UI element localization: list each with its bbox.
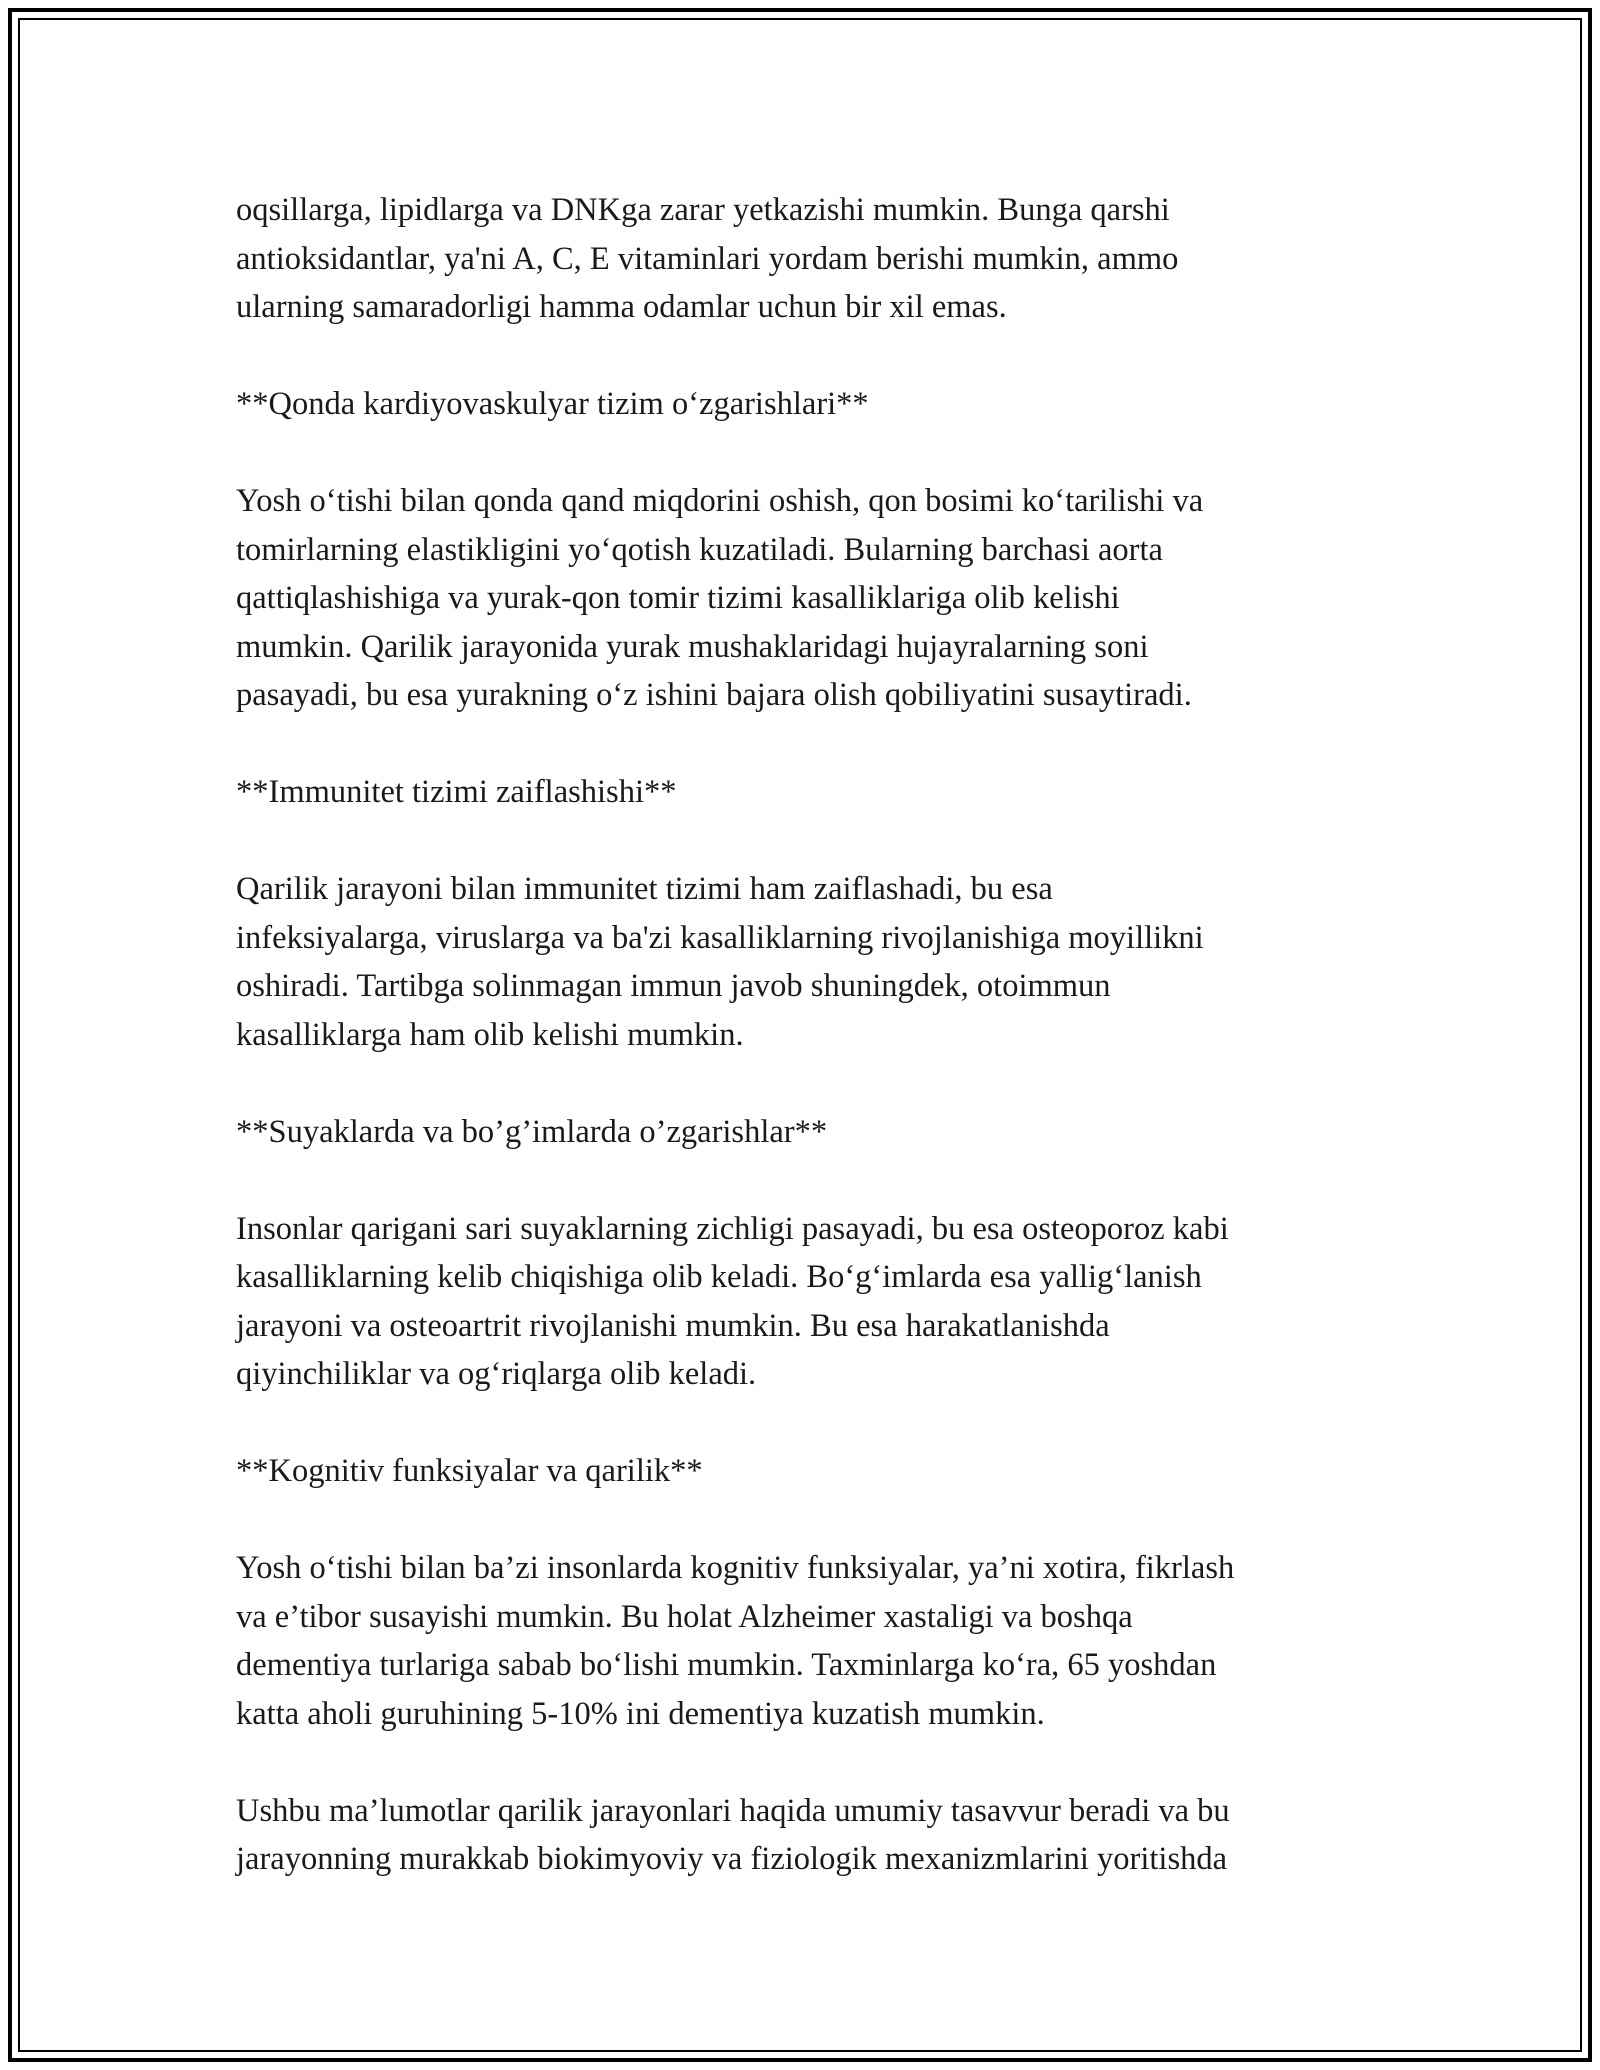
heading-bones-joints: **Suyaklarda va bo’g’imlarda o’zgarishlar** [236,1113,828,1150]
paragraph-summary: Ushbu ma’lumotlar qarilik jarayonlari haqida umumiy tasavvur beradi va bu jarayonning murakkab biokimyoviy va fiziologik mexanizmlarini yoritishda [236,1792,1230,1877]
paragraph-immunity: Qarilik jarayoni bilan immunitet tizimi ham zaiflashadi, bu esa infeksiyalarga, viruslarga va ba'zi kasalliklarning rivojlanishiga moyillikni oshiradi. Tartibga solinmagan immun javob shuningdek, otoimmun kasalliklarga ham olib kelishi mumkin. [236,871,1204,1053]
paragraph-cognitive: Yosh o‘tishi bilan ba’zi insonlarda kognitiv funksiyalar, ya’ni xotira, fikrlash va e’tibor susayishi mumkin. Bu holat Alzheimer xastaligi va boshqa dementiya turlariga sabab bo‘lishi mumkin. Taxminlarga ko‘ra, 65 yoshdan katta aholi guruhining 5-10% ini dementiya kuzatish mumkin. [236,1550,1235,1732]
heading-cardiovascular: **Qonda kardiyovaskulyar tizim o‘zgarishlari** [236,386,869,422]
heading-immunity: **Immunitet tizimi zaiflashishi** [236,774,677,810]
heading-cognitive: **Kognitiv funksiyalar va qarilik** [236,1453,703,1489]
paragraph-antioxidants: oqsillarga, lipidlarga va DNKga zarar yetkazishi mumkin. Bunga qarshi antioksidantlar, ya'ni A, C, E vitaminlari yordam berishi mumkin, ammo ularning samaradorligi hamma odamlar uchun bir xil emas. [236,192,1179,325]
document-body [236,186,1386,1884]
paragraph-cardiovascular: Yosh o‘tishi bilan qonda qand miqdorini oshish, qon bosimi ko‘tarilishi va tomirlarning elastikligini yo‘qotish kuzatiladi. Bularning barchasi aorta qattiqlashishiga va yurak-qon tomir tizimi kasalliklariga olib kelishi mumkin. Qarilik jarayonida yurak mushaklaridagi hujayralarning soni pasayadi, bu esa yurakning o‘z ishini bajara olish qobiliyatini susaytiradi. [236,483,1204,713]
paragraph-bones-joints: Insonlar qarigani sari suyaklarning zichligi pasayadi, bu esa osteoporoz kabi kasalliklarning kelib chiqishiga olib keladi. Bo‘g‘imlarda esa yallig‘lanish jarayoni va osteoartrit rivojlanishi mumkin. Bu esa harakatlanishda qiyinchiliklar va og‘riqlarga olib keladi. [236,1210,1229,1392]
